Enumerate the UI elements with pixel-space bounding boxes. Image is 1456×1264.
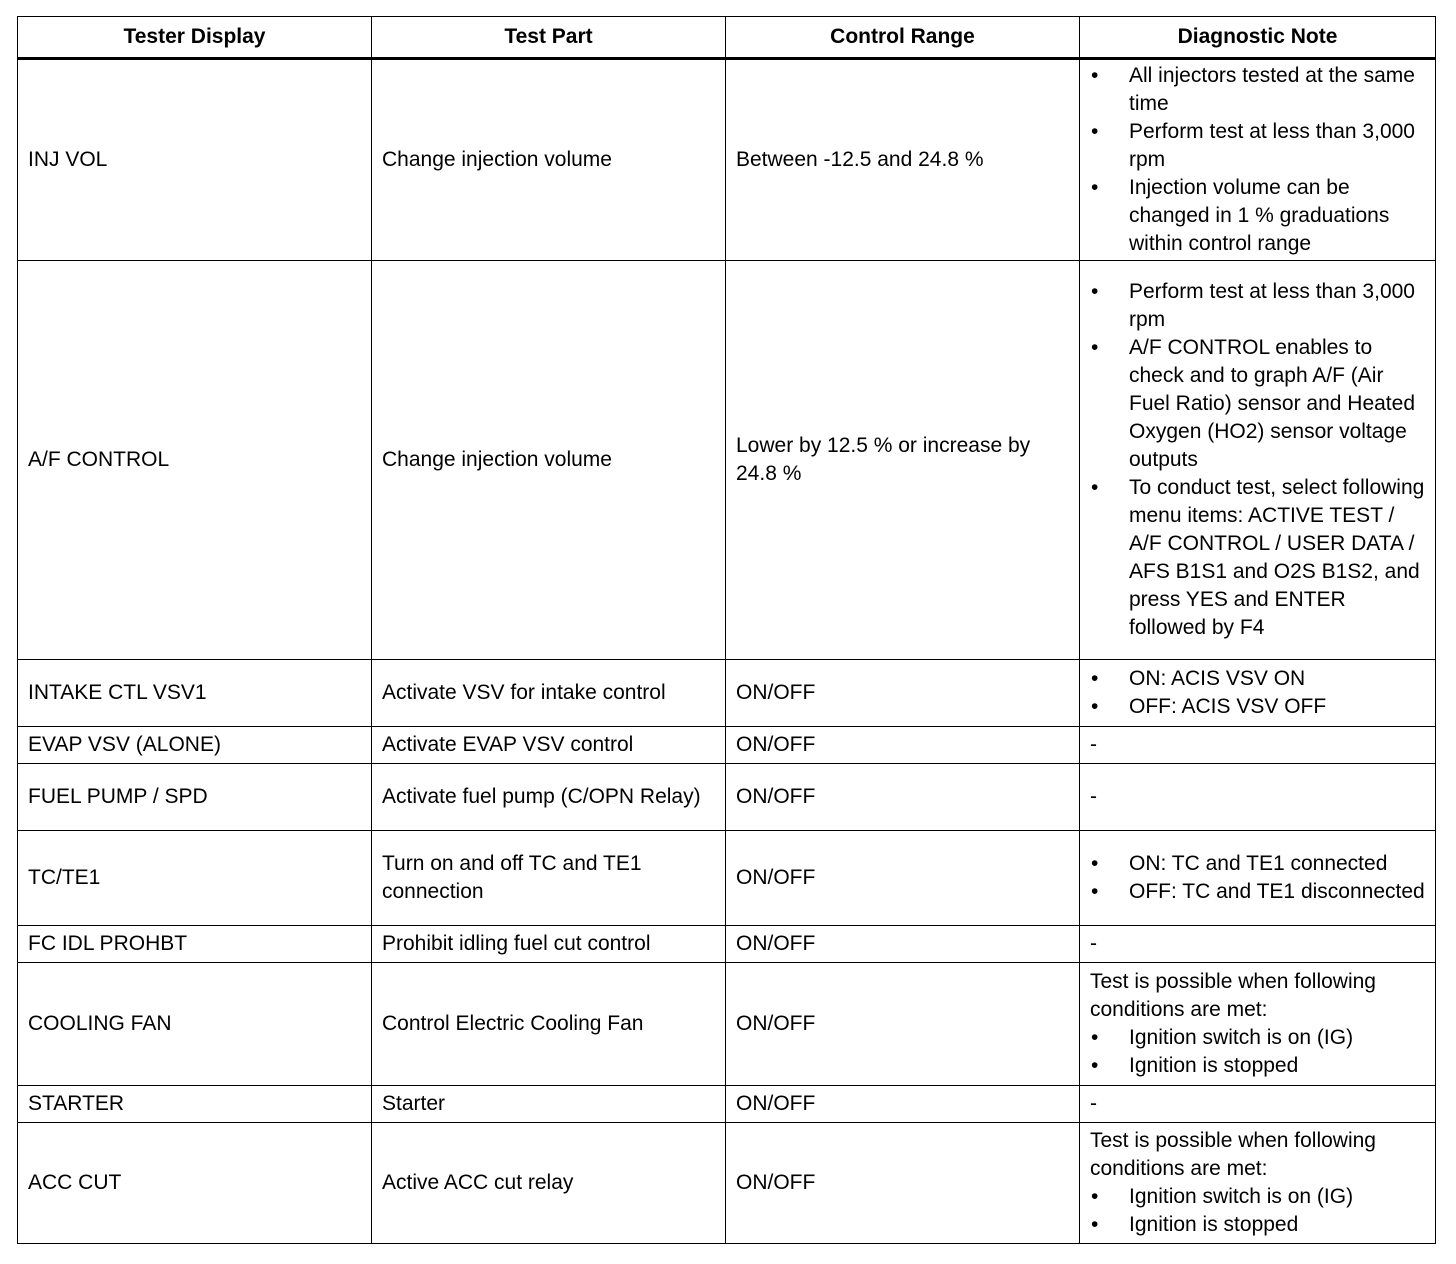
test-part-cell: Control Electric Cooling Fan — [372, 963, 726, 1086]
diagnostic-note-cell — [1080, 261, 1436, 660]
note-bullet: • All injectors tested at the same time — [1090, 62, 1425, 118]
tester-display-cell: ACC CUT — [18, 1123, 372, 1244]
note-intro: Test is possible when following conditions are met: — [1090, 970, 1376, 1021]
note-bullet: • ON: ACIS VSV ON — [1090, 665, 1425, 693]
diagnostic-note-cell — [1080, 59, 1436, 261]
active-test-table — [17, 16, 1436, 1244]
table-row — [18, 963, 1436, 1086]
note-intro: Test is possible when following conditions are met: — [1090, 1129, 1376, 1180]
test-part-cell: Change injection volume — [372, 261, 726, 660]
control-range-cell: ON/OFF — [726, 660, 1080, 727]
tester-display-cell: INTAKE CTL VSV1 — [18, 660, 372, 727]
note-bullet: • Ignition switch is on (IG) — [1090, 1183, 1425, 1211]
diagnostic-note-cell — [1080, 963, 1436, 1086]
note-list — [1090, 850, 1425, 906]
table-row — [18, 59, 1436, 261]
table-row — [18, 261, 1436, 660]
tester-display-cell: A/F CONTROL — [18, 261, 372, 660]
note-bullet: • Perform test at less than 3,000 rpm — [1090, 278, 1425, 334]
tester-display-cell: STARTER — [18, 1086, 372, 1123]
note-list — [1090, 665, 1425, 721]
header-control-range: Control Range — [726, 17, 1080, 59]
note-bullet: • Injection volume can be changed in 1 % graduations within control range — [1090, 174, 1425, 258]
note-bullet: • A/F CONTROL enables to check and to graph A/F (Air Fuel Ratio) sensor and Heated Oxygen (HO2) sensor voltage outputs — [1090, 334, 1425, 474]
note-list — [1090, 1183, 1425, 1239]
control-range-cell: ON/OFF — [726, 963, 1080, 1086]
note-bullet: • To conduct test, select following menu items: ACTIVE TEST / A/F CONTROL / USER DATA / AFS B1S1 and O2S B1S2, and press YES and ENTER followed by F4 — [1090, 474, 1425, 642]
test-part-cell: Change injection volume — [372, 59, 726, 261]
note-list — [1090, 62, 1425, 258]
diagnostic-note-cell — [1080, 831, 1436, 926]
diagnostic-note-cell: - — [1080, 926, 1436, 963]
table-row — [18, 764, 1436, 831]
tester-display-cell: TC/TE1 — [18, 831, 372, 926]
table-row — [18, 1123, 1436, 1244]
control-range-cell: ON/OFF — [726, 1086, 1080, 1123]
test-part-cell: Activate EVAP VSV control — [372, 727, 726, 764]
control-range-cell: ON/OFF — [726, 1123, 1080, 1244]
header-row — [18, 17, 1436, 59]
note-bullet: • Perform test at less than 3,000 rpm — [1090, 118, 1425, 174]
diagnostic-note-cell — [1080, 660, 1436, 727]
note-bullet: • OFF: TC and TE1 disconnected — [1090, 878, 1425, 906]
diagnostic-note-cell: - — [1080, 1086, 1436, 1123]
test-part-cell: Active ACC cut relay — [372, 1123, 726, 1244]
note-bullet: • OFF: ACIS VSV OFF — [1090, 693, 1425, 721]
diagnostic-note-cell — [1080, 1123, 1436, 1244]
control-range-cell: ON/OFF — [726, 764, 1080, 831]
test-part-cell: Activate fuel pump (C/OPN Relay) — [372, 764, 726, 831]
note-bullet: • ON: TC and TE1 connected — [1090, 850, 1425, 878]
table-row — [18, 1086, 1436, 1123]
test-part-cell: Starter — [372, 1086, 726, 1123]
note-list — [1090, 278, 1425, 642]
note-bullet: • Ignition switch is on (IG) — [1090, 1024, 1425, 1052]
test-part-cell: Activate VSV for intake control — [372, 660, 726, 727]
tester-display-cell: FUEL PUMP / SPD — [18, 764, 372, 831]
table-row — [18, 727, 1436, 764]
header-diagnostic-note: Diagnostic Note — [1080, 17, 1436, 59]
header-tester-display: Tester Display — [18, 17, 372, 59]
header-test-part: Test Part — [372, 17, 726, 59]
tester-display-cell: INJ VOL — [18, 59, 372, 261]
control-range-cell: Between -12.5 and 24.8 % — [726, 59, 1080, 261]
table-row — [18, 926, 1436, 963]
tester-display-cell: EVAP VSV (ALONE) — [18, 727, 372, 764]
note-list — [1090, 1024, 1425, 1080]
control-range-cell: ON/OFF — [726, 831, 1080, 926]
note-bullet: • Ignition is stopped — [1090, 1052, 1425, 1080]
tester-display-cell: FC IDL PROHBT — [18, 926, 372, 963]
diagnostic-note-cell: - — [1080, 764, 1436, 831]
control-range-cell: Lower by 12.5 % or increase by 24.8 % — [726, 261, 1080, 660]
test-part-cell: Turn on and off TC and TE1 connection — [372, 831, 726, 926]
control-range-cell: ON/OFF — [726, 727, 1080, 764]
diagnostic-note-cell: - — [1080, 727, 1436, 764]
table-row — [18, 831, 1436, 926]
control-range-cell: ON/OFF — [726, 926, 1080, 963]
tester-display-cell: COOLING FAN — [18, 963, 372, 1086]
note-bullet: • Ignition is stopped — [1090, 1211, 1425, 1239]
test-part-cell: Prohibit idling fuel cut control — [372, 926, 726, 963]
table-row — [18, 660, 1436, 727]
